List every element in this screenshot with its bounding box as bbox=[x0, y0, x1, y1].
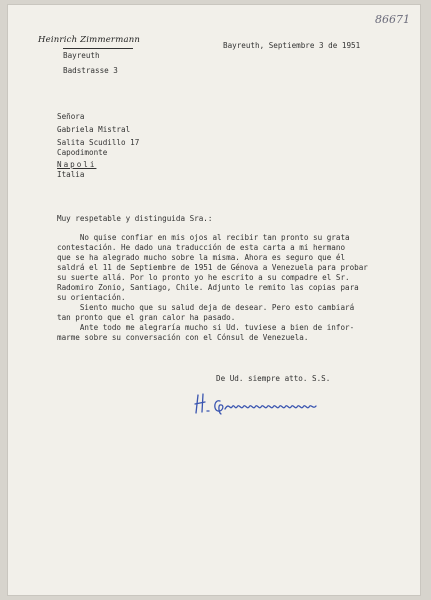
body-line: Ante todo me alegraría mucho si Ud. tuviese a bien de infor- bbox=[57, 323, 355, 332]
salutation: Muy respetable y distinguida Sra.: bbox=[57, 214, 213, 223]
body-line: Radomiro Zonio, Santiago, Chile. Adjunto le remito las copias para bbox=[57, 283, 359, 292]
recipient-title: Señora bbox=[57, 112, 85, 121]
recipient-city: Napoli bbox=[57, 160, 97, 169]
body-line: saldrá el 11 de Septiembre de 1951 de Génova a Venezuela para probar bbox=[57, 263, 368, 272]
body-line: marme sobre su conversación con el Cónsul de Venezuela. bbox=[57, 333, 309, 342]
recipient-district: Capodimonte bbox=[57, 148, 108, 157]
body-line: su orientación. bbox=[57, 293, 126, 302]
recipient-name: Gabriela Mistral bbox=[57, 125, 131, 134]
body-line: que se ha alegrado mucho sobre la misma. Ahora es seguro que él bbox=[57, 253, 346, 262]
letter-page bbox=[7, 4, 421, 596]
handwritten-signature bbox=[192, 391, 342, 419]
closing: De Ud. siempre atto. S.S. bbox=[216, 374, 331, 383]
sender-street: Badstrasse 3 bbox=[63, 66, 118, 75]
recipient-country: Italia bbox=[57, 170, 85, 179]
body-line: su suerte allá. Por lo pronto yo he escrito a su compadre el Sr. bbox=[57, 273, 350, 282]
letterhead-name: Heinrich Zimmermann bbox=[38, 35, 141, 45]
sender-city: Bayreuth bbox=[63, 51, 100, 60]
archive-number: 86671 bbox=[375, 13, 410, 26]
letterhead-rule bbox=[63, 48, 133, 49]
body-line: contestación. He dado una traducción de esta carta a mi hermano bbox=[57, 243, 346, 252]
body-line: tan pronto que el gran calor ha pasado. bbox=[57, 313, 236, 322]
body-line: No quise confiar en mis ojos al recibir tan pronto su grata bbox=[57, 233, 350, 242]
dateline: Bayreuth, Septiembre 3 de 1951 bbox=[223, 41, 361, 50]
recipient-street: Salita Scudillo 17 bbox=[57, 138, 140, 147]
body-line: Siento mucho que su salud deja de desear. Pero esto cambiará bbox=[57, 303, 355, 312]
